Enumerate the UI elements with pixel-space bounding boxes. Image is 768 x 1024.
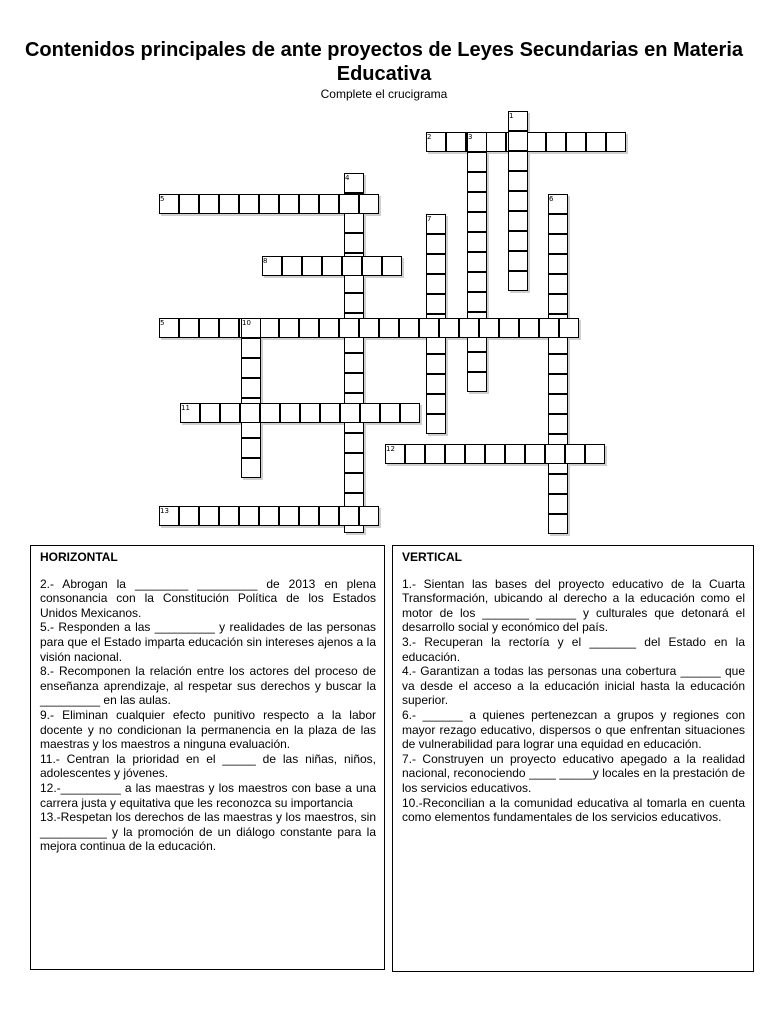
crossword-cell[interactable]	[319, 318, 339, 338]
crossword-cell[interactable]	[459, 318, 479, 338]
clue-number: 6	[549, 195, 554, 203]
crossword-cell[interactable]	[179, 318, 199, 338]
crossword-cell[interactable]	[539, 318, 559, 338]
crossword-cell[interactable]	[344, 433, 364, 453]
crossword-cell[interactable]	[379, 318, 399, 338]
crossword-cell[interactable]	[320, 403, 340, 423]
clue-number: 12	[386, 445, 395, 453]
crossword-cell[interactable]	[508, 271, 528, 291]
vertical-clue-7: 7.- Construyen un proyecto educativo apegado a la realidad nacional, reconociendo ____ _____y locales en la prestación de los servicios educativos.	[402, 751, 745, 795]
crossword-cell[interactable]	[467, 232, 487, 252]
crossword-cell[interactable]	[359, 318, 379, 338]
crossword-cell[interactable]	[299, 194, 319, 214]
crossword-cell[interactable]	[426, 374, 446, 394]
crossword-cell[interactable]	[508, 251, 528, 271]
crossword-cell[interactable]	[344, 473, 364, 493]
crossword-cell[interactable]	[467, 272, 487, 292]
crossword-cell[interactable]	[219, 506, 239, 526]
crossword-cell[interactable]	[299, 506, 319, 526]
crossword-cell[interactable]	[359, 194, 379, 214]
crossword-cell[interactable]	[526, 132, 546, 152]
crossword-cell[interactable]	[499, 318, 519, 338]
crossword-cell[interactable]	[260, 403, 280, 423]
crossword-cell[interactable]	[559, 318, 579, 338]
crossword-cell[interactable]	[548, 354, 568, 374]
crossword-cell[interactable]	[344, 353, 364, 373]
crossword-cell[interactable]	[479, 318, 499, 338]
crossword-cell[interactable]	[399, 318, 419, 338]
crossword-cell[interactable]	[241, 458, 261, 478]
crossword-cell[interactable]	[179, 506, 199, 526]
horizontal-clues-box	[30, 545, 385, 970]
clue-number: 2	[427, 133, 432, 141]
crossword-cell[interactable]	[279, 318, 299, 338]
crossword-cell[interactable]	[426, 254, 446, 274]
clue-number: 8	[263, 257, 268, 265]
crossword-cell[interactable]	[508, 171, 528, 191]
crossword-cell[interactable]	[259, 194, 279, 214]
crossword-cell[interactable]	[548, 394, 568, 414]
page-subtitle: Complete el crucigrama	[320, 87, 448, 101]
crossword-cell[interactable]	[467, 172, 487, 192]
clue-number: 4	[345, 174, 350, 182]
crossword-cell[interactable]	[322, 256, 342, 276]
crossword-cell[interactable]	[508, 131, 528, 151]
crossword-cell[interactable]	[340, 403, 360, 423]
crossword-cell[interactable]	[446, 132, 466, 152]
crossword-cell[interactable]	[419, 318, 439, 338]
clue-number: 7	[427, 215, 432, 223]
crossword-cell[interactable]	[382, 256, 402, 276]
clue-number: 5	[160, 195, 165, 203]
crossword-cell[interactable]	[467, 292, 487, 312]
crossword-cell[interactable]	[508, 151, 528, 171]
page-title: Contenidos principales de ante proyectos de Leyes Secundarias en Materia Educativa	[24, 39, 743, 85]
crossword-cell[interactable]	[485, 444, 505, 464]
crossword-cell[interactable]	[302, 256, 322, 276]
crossword-cell[interactable]	[219, 194, 239, 214]
crossword-cell[interactable]	[439, 318, 459, 338]
crossword-cell[interactable]	[467, 372, 487, 392]
horizontal-clue-5: 5.- Responden a las _________ y realidades de las personas para que el Estado imparta educación sin intereses ajenos a la visión nacional.	[40, 620, 376, 664]
clue-number: 10	[242, 319, 251, 327]
crossword-cell[interactable]	[519, 318, 539, 338]
crossword-cell[interactable]	[280, 403, 300, 423]
crossword-cell[interactable]	[548, 214, 568, 234]
crossword-cell[interactable]	[426, 414, 446, 434]
crossword-cell[interactable]	[425, 444, 445, 464]
vertical-clue-3: 3.- Recuperan la rectoría y el _______ del Estado en la educación.	[402, 634, 745, 664]
crossword-cell[interactable]	[240, 403, 260, 423]
crossword-cell[interactable]	[259, 506, 279, 526]
crossword-cell[interactable]	[467, 212, 487, 232]
clue-number: 1	[509, 112, 514, 120]
crossword-cell[interactable]	[426, 394, 446, 414]
crossword-cell[interactable]	[405, 444, 425, 464]
crossword-cell[interactable]	[200, 403, 220, 423]
crossword-cell[interactable]	[300, 403, 320, 423]
crossword-cell[interactable]	[339, 506, 359, 526]
crossword-cell[interactable]	[566, 132, 586, 152]
crossword-cell[interactable]	[548, 234, 568, 254]
crossword-cell[interactable]	[319, 194, 339, 214]
crossword-cell[interactable]	[344, 453, 364, 473]
crossword-cell[interactable]	[548, 494, 568, 514]
crossword-cell[interactable]	[339, 194, 359, 214]
crossword-cell[interactable]	[279, 506, 299, 526]
crossword-cell[interactable]	[241, 378, 261, 398]
crossword-cell[interactable]	[445, 444, 465, 464]
crossword-cell[interactable]	[426, 234, 446, 254]
vertical-heading: VERTICAL	[402, 550, 462, 564]
crossword-cell[interactable]	[220, 403, 240, 423]
crossword-cell[interactable]	[467, 352, 487, 372]
crossword-cell[interactable]	[199, 194, 219, 214]
crossword-cell[interactable]	[525, 444, 545, 464]
horizontal-clue-12: 12.-_________ a las maestras y los maestros con base a una carrera justa y equitativa que les reconozca su importancia	[40, 780, 376, 810]
crossword-cell[interactable]	[279, 194, 299, 214]
horizontal-clue-9: 9.- Eliminan cualquier efecto punitivo respecto a la labor docente y no condicionan la permanencia en la plaza de las maestras y los maestros a ninguna evaluación.	[40, 707, 376, 752]
crossword-cell[interactable]	[344, 293, 364, 313]
crossword-cell[interactable]	[465, 444, 485, 464]
vertical-clue-10: 10.-Reconcilian a la comunidad educativa al tomarla en cuenta como elementos fundamentales de los servicios educativos.	[402, 795, 745, 825]
crossword-cell[interactable]	[362, 256, 382, 276]
crossword-cell[interactable]	[508, 231, 528, 251]
crossword-cell[interactable]	[548, 274, 568, 294]
crossword-cell[interactable]	[241, 338, 261, 358]
crossword-cell[interactable]	[359, 506, 379, 526]
crossword-cell[interactable]	[585, 444, 605, 464]
crossword-cell[interactable]	[179, 194, 199, 214]
vertical-clue-4: 4.- Garantizan a todas las personas una cobertura ______ que va desde el acceso a la educación inicial hasta la educación superior.	[402, 664, 745, 708]
horizontal-clue-2: 2.- Abrogan la ________ _________ de 2013 en plena consonancia con la Constitución Política de los Estados Unidos Mexicanos.	[40, 576, 376, 620]
horizontal-clue-11: 11.- Centran la prioridad en el _____ de las niñas, niños, adolescentes y jóvenes.	[40, 751, 376, 781]
crossword-cell[interactable]	[426, 354, 446, 374]
crossword-cell[interactable]	[199, 318, 219, 338]
crossword-cell[interactable]	[344, 373, 364, 393]
crossword-cell[interactable]	[426, 294, 446, 314]
crossword-cell[interactable]	[259, 318, 279, 338]
crossword-cell[interactable]	[548, 414, 568, 434]
crossword-cell[interactable]	[241, 358, 261, 378]
crossword-cell[interactable]	[467, 152, 487, 172]
crossword-cell[interactable]	[548, 514, 568, 534]
crossword-cell[interactable]	[548, 294, 568, 314]
crossword-cell[interactable]	[548, 254, 568, 274]
clue-number: 3	[468, 133, 473, 141]
crossword-cell[interactable]	[546, 132, 566, 152]
horizontal-clue-8: 8.- Recomponen la relación entre los actores del proceso de enseñanza aprendizaje, al respetar sus derechos y buscar la _________ en las aulas.	[40, 664, 376, 708]
vertical-clue-6: 6.- ______ a quienes pertenezcan a grupos y regiones con mayor rezago educativo, dispersos o que enfrentan situaciones de vulnerabilidad para lograr una equidad en educación.	[402, 707, 745, 752]
crossword-cell[interactable]	[241, 438, 261, 458]
crossword-cell[interactable]	[400, 403, 420, 423]
crossword-cell[interactable]	[486, 132, 506, 152]
crossword-cell[interactable]	[199, 506, 219, 526]
horizontal-heading: HORIZONTAL	[40, 550, 118, 564]
crossword-cell[interactable]	[380, 403, 400, 423]
crossword-cell[interactable]	[508, 211, 528, 231]
crossword-cell[interactable]	[344, 273, 364, 293]
clue-number: 11	[181, 404, 190, 412]
crossword-cell[interactable]	[467, 252, 487, 272]
crossword-cell[interactable]	[467, 192, 487, 212]
horizontal-clue-13: 13.-Respetan los derechos de las maestras y los maestros, sin __________ y la promoción de un diálogo constante para la mejora continua de la educación.	[40, 810, 376, 854]
crossword-cell[interactable]	[239, 194, 259, 214]
crossword-cell[interactable]	[219, 318, 239, 338]
crossword-cell[interactable]	[565, 444, 585, 464]
crossword-cell[interactable]	[282, 256, 302, 276]
crossword-cell[interactable]	[505, 444, 525, 464]
crossword-cell[interactable]	[344, 233, 364, 253]
clue-number: 5	[160, 319, 165, 327]
crossword-cell[interactable]	[508, 191, 528, 211]
clue-number: 13	[160, 507, 169, 515]
crossword-cell[interactable]	[548, 474, 568, 494]
crossword-cell[interactable]	[239, 506, 259, 526]
crossword-cell[interactable]	[426, 274, 446, 294]
crossword-cell[interactable]	[545, 444, 565, 464]
crossword-cell[interactable]	[339, 318, 359, 338]
crossword-cell[interactable]	[319, 506, 339, 526]
crossword-cell[interactable]	[548, 374, 568, 394]
crossword-cell[interactable]	[344, 213, 364, 233]
vertical-clues-box	[392, 545, 754, 972]
vertical-clue-1: 1.- Sientan las bases del proyecto educativo de la Cuarta Transformación, ubicando al derecho a la educación como el motor de los _______ ______ y culturales que detonará el desarrollo social y económico del país.	[402, 576, 745, 635]
crossword-cell[interactable]	[342, 256, 362, 276]
crossword-cell[interactable]	[299, 318, 319, 338]
crossword-cell[interactable]	[606, 132, 626, 152]
crossword-cell[interactable]	[586, 132, 606, 152]
crossword-cell[interactable]	[360, 403, 380, 423]
